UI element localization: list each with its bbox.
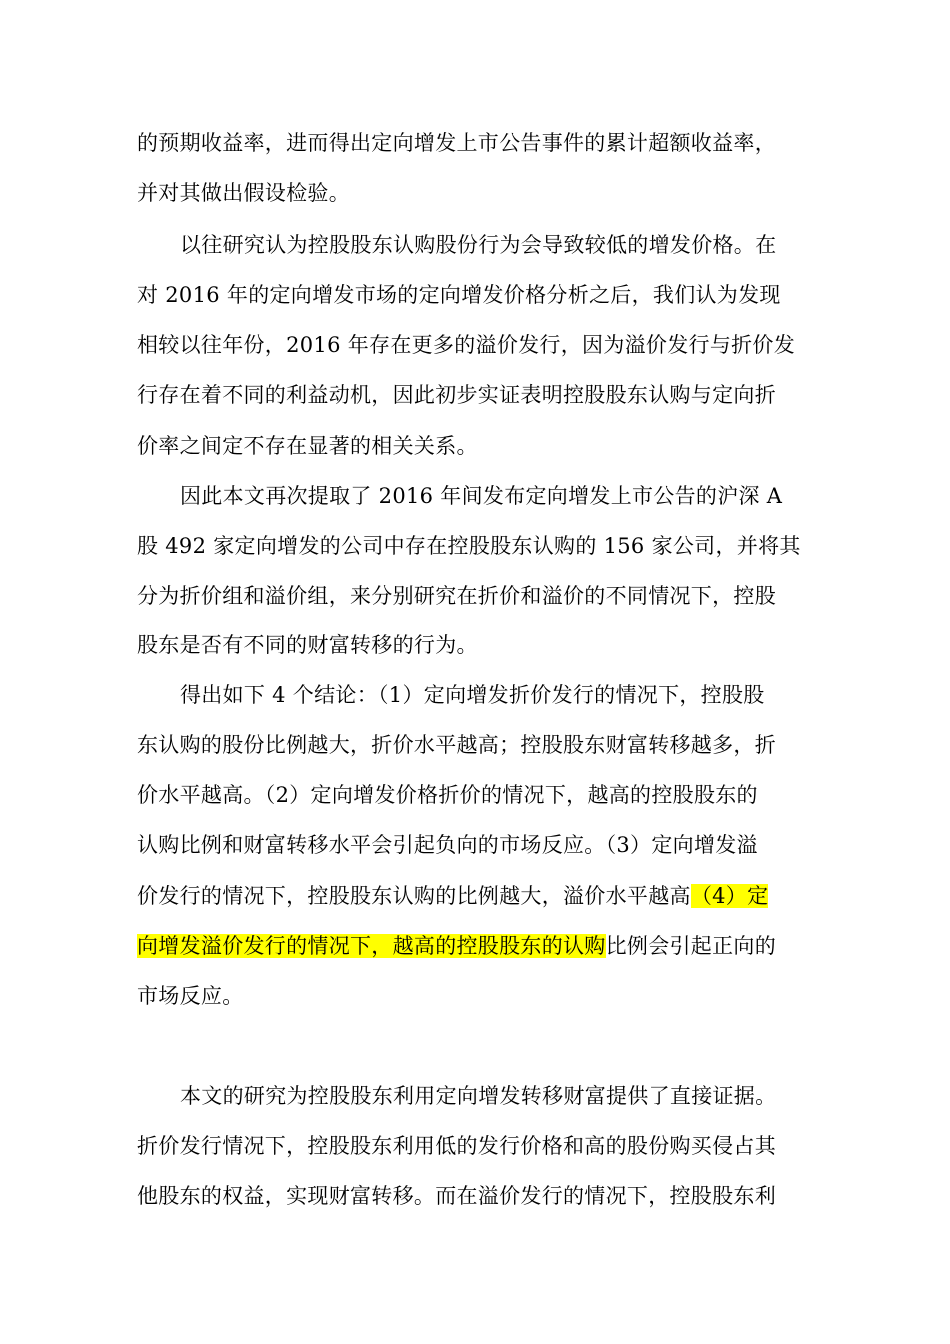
paragraph-4-line-3: 价水平越高。（2）定向增发价格折价的情况下，越高的控股股东的 bbox=[137, 783, 758, 807]
paragraph-3-line-3: 分为折价组和溢价组，来分别研究在折价和溢价的不同情况下，控股 bbox=[137, 584, 776, 608]
paragraph-2-line-5: 价率之间定不存在显著的相关关系。 bbox=[137, 434, 478, 458]
paragraph-2-line-2: 对 2016 年的定向增发市场的定向增发价格分析之后，我们认为发现 bbox=[137, 283, 781, 307]
paragraph-3-line-1: 因此本文再次提取了 2016 年间发布定向增发上市公告的沪深 A bbox=[180, 484, 783, 508]
paragraph-4-line-1: 得出如下 4 个结论：（1）定向增发折价发行的情况下，控股股 bbox=[180, 683, 765, 707]
paragraph-2-line-4: 行存在着不同的利益动机，因此初步实证表明控股股东认购与定向折 bbox=[137, 383, 776, 407]
highlighted-text: 向增发溢价发行的情况下，越高的控股股东的认购 bbox=[137, 934, 606, 958]
paragraph-3-line-2: 股 492 家定向增发的公司中存在控股股东认购的 156 家公司，并将其 bbox=[137, 534, 801, 558]
paragraph-2-line-3: 相较以往年份，2016 年存在更多的溢价发行，因为溢价发行与折价发 bbox=[137, 333, 796, 357]
paragraph-4-line-6 bbox=[137, 931, 776, 961]
paragraph-4-line-6-text: 比例会引起正向的 bbox=[605, 934, 777, 958]
highlighted-text: （4）定 bbox=[690, 884, 769, 908]
paragraph-4-line-5-text: 价发行的情况下，控股股东认购的比例越大，溢价水平越高 bbox=[137, 884, 691, 908]
paragraph-5-line-1: 本文的研究为控股股东利用定向增发转移财富提供了直接证据。 bbox=[180, 1084, 777, 1108]
paragraph-4-line-4: 认购比例和财富转移水平会引起负向的市场反应。（3）定向增发溢 bbox=[137, 833, 758, 857]
paragraph-5-line-3: 他股东的权益，实现财富转移。而在溢价发行的情况下，控股股东利 bbox=[137, 1184, 776, 1208]
paragraph-1-line-2: 并对其做出假设检验。 bbox=[137, 181, 350, 205]
paragraph-2-line-1: 以往研究认为控股股东认购股份行为会导致较低的增发价格。在 bbox=[180, 233, 777, 257]
paragraph-4-line-5 bbox=[137, 881, 768, 911]
paragraph-5-line-2: 折价发行情况下，控股股东利用低的发行价格和高的股份购买侵占其 bbox=[137, 1134, 776, 1158]
paragraph-4-line-7: 市场反应。 bbox=[137, 984, 244, 1008]
paragraph-3-line-4: 股东是否有不同的财富转移的行为。 bbox=[137, 633, 478, 657]
paragraph-1-line-1: 的预期收益率，进而得出定向增发上市公告事件的累计超额收益率， bbox=[137, 131, 776, 155]
paragraph-4-line-2: 东认购的股份比例越大，折价水平越高；控股股东财富转移越多，折 bbox=[137, 733, 776, 757]
